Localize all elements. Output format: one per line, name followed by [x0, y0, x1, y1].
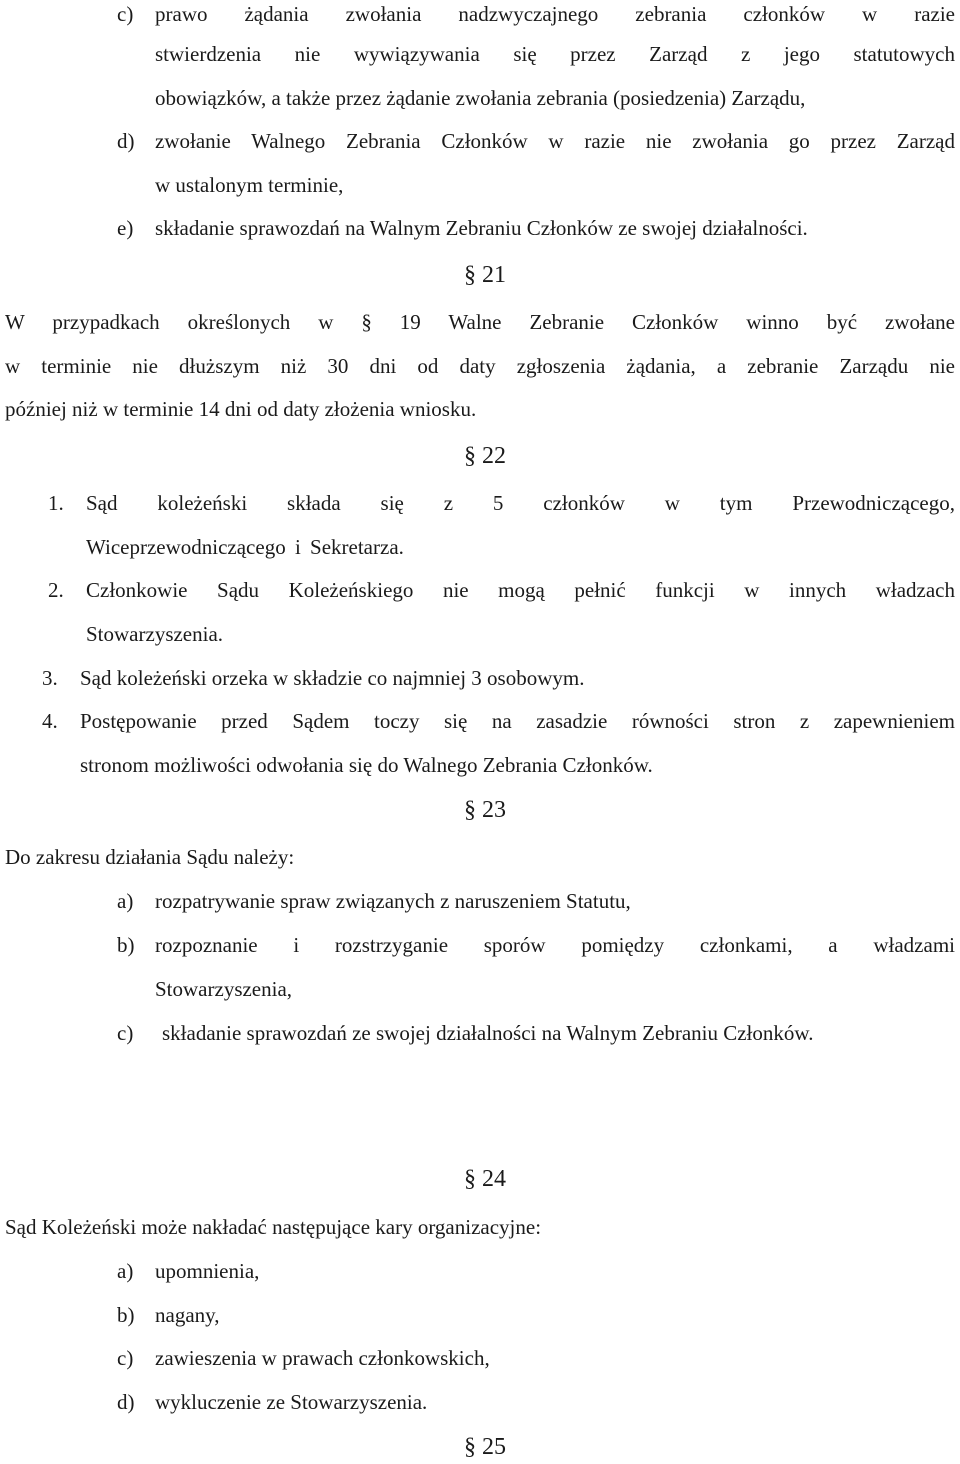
s24-label-a: a) [117, 1259, 134, 1283]
s22-item-2-line-2: Stowarzyszenia. [86, 622, 224, 646]
s23-item-c-line-1: składanie sprawozdań ze swojej działalności na Walnym Zebraniu Członków. [162, 1021, 814, 1045]
s21-line-3: później niż w terminie 14 dni od daty złożenia wniosku. [5, 397, 477, 421]
s22-item-4-line-2: stronom możliwości odwołania się do Walnego Zebrania Członków. [80, 753, 653, 777]
section-heading-25: § 25 [464, 1434, 506, 1460]
s22-label-3: 3. [42, 666, 58, 690]
list-item-c-line-2: stwierdzenia nie wywiązywania się przez Zarząd z jego statutowych [155, 42, 955, 66]
s23-item-a-line-1: rozpatrywanie spraw związanych z naruszeniem Statutu, [155, 889, 631, 913]
s23-item-b-line-2: Stowarzyszenia, [155, 977, 293, 1001]
s24-label-d: d) [117, 1390, 135, 1414]
list-item-d-line-2: w ustalonym terminie, [155, 173, 344, 197]
s22-label-2: 2. [48, 578, 64, 602]
section-heading-24: § 24 [464, 1166, 506, 1192]
s24-item-a: upomnienia, [155, 1259, 260, 1283]
s22-item-2-line-1: Członkowie Sądu Koleżeńskiego nie mogą pełnić funkcji w innych władzach [86, 578, 955, 602]
s22-label-4: 4. [42, 709, 58, 733]
s24-item-b: nagany, [155, 1303, 220, 1327]
s23-label-b: b) [117, 933, 135, 957]
s22-item-1-line-1: Sąd koleżeński składa się z 5 członków w tym Przewodniczącego, [86, 491, 955, 515]
s23-intro: Do zakresu działania Sądu należy: [5, 845, 295, 869]
section-heading-23: § 23 [464, 797, 506, 823]
s24-label-b: b) [117, 1303, 135, 1327]
s24-label-c: c) [117, 1346, 134, 1370]
list-item-c-line-3: obowiązków, a także przez żądanie zwołania zebrania (posiedzenia) Zarządu, [155, 86, 806, 110]
s23-label-c: c) [117, 1021, 134, 1045]
list-label-c: c) [117, 2, 134, 26]
list-label-e: e) [117, 216, 134, 240]
section-heading-21: § 21 [464, 262, 506, 288]
list-item-c-line-1: prawo żądania zwołania nadzwyczajnego zebrania członków w razie [155, 2, 955, 26]
s21-line-1: W przypadkach określonych w § 19 Walne Zebranie Członków winno być zwołane [5, 310, 955, 334]
s23-label-a: a) [117, 889, 134, 913]
s22-item-1-line-2: Wiceprzewodniczącego i Sekretarza. [86, 535, 404, 559]
s24-item-c: zawieszenia w prawach członkowskich, [155, 1346, 490, 1370]
s24-item-d: wykluczenie ze Stowarzyszenia. [155, 1390, 428, 1414]
s21-line-2: w terminie nie dłuższym niż 30 dni od daty zgłoszenia żądania, a zebranie Zarządu nie [5, 354, 955, 378]
s24-intro: Sąd Koleżeński może nakładać następujące kary organizacyjne: [5, 1215, 542, 1239]
list-label-d: d) [117, 129, 135, 153]
list-item-d-line-1: zwołanie Walnego Zebrania Członków w razie nie zwołania go przez Zarząd [155, 129, 955, 153]
s23-item-b-line-1: rozpoznanie i rozstrzyganie sporów pomiędzy członkami, a władzami [155, 933, 955, 957]
s22-item-3-line-1: Sąd koleżeński orzeka w składzie co najmniej 3 osobowym. [80, 666, 585, 690]
s22-item-4-line-1: Postępowanie przed Sądem toczy się na zasadzie równości stron z zapewnieniem [80, 709, 955, 733]
list-item-e-line-1: składanie sprawozdań na Walnym Zebraniu Członków ze swojej działalności. [155, 216, 808, 240]
section-heading-22: § 22 [464, 443, 506, 469]
s22-label-1: 1. [48, 491, 64, 515]
